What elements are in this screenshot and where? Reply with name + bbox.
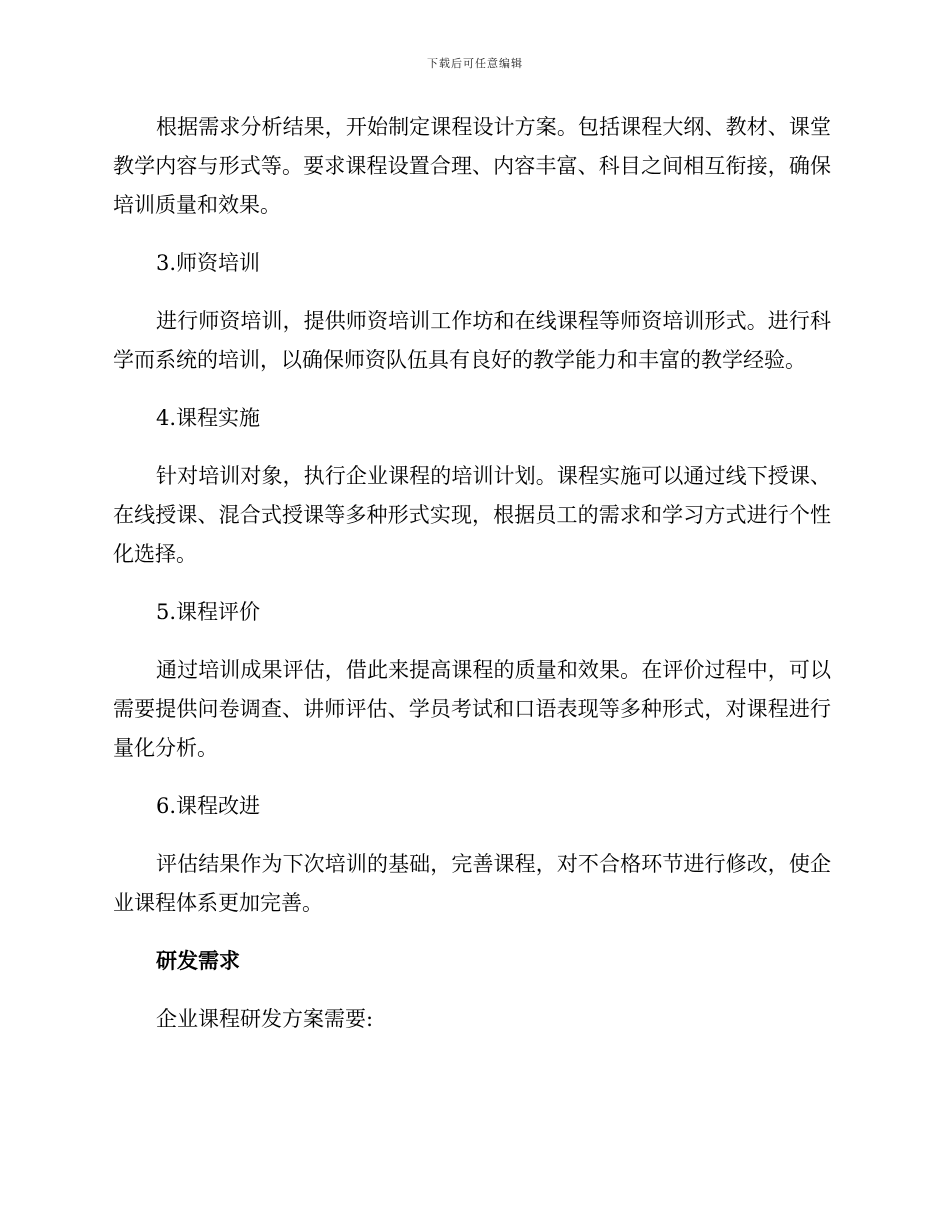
section-heading-course-implementation: 4.课程实施 — [156, 406, 261, 430]
page-header: 下载后可任意编辑 — [427, 57, 523, 70]
paragraph-rd-requirements-intro: 企业课程研发方案需要: — [156, 1007, 374, 1031]
paragraph-course-implementation: 针对培训对象，执行企业课程的培训计划。课程实施可以通过线下授课、在线授课、混合式授课等多种形式实现，根据员工的需求和学习方式进行个性化选择。 — [113, 464, 831, 566]
paragraph-teacher-training: 进行师资培训，提供师资培训工作坊和在线课程等师资培训形式。进行科学而系统的培训，以确保师资队伍具有良好的教学能力和丰富的教学经验。 — [113, 309, 831, 372]
paragraph-course-design: 根据需求分析结果，开始制定课程设计方案。包括课程大纲、教材、课堂教学内容与形式等。要求课程设置合理、内容丰富、科目之间相互衔接，确保培训质量和效果。 — [113, 115, 831, 217]
paragraph-course-improvement: 评估结果作为下次培训的基础，完善课程，对不合格环节进行修改，使企业课程体系更加完善。 — [113, 852, 831, 915]
section-heading-course-evaluation: 5.课程评价 — [156, 600, 261, 624]
section-heading-rd-requirements: 研发需求 — [156, 949, 240, 973]
section-heading-course-improvement: 6.课程改进 — [156, 794, 261, 818]
document-body — [113, 108, 831, 1058]
section-heading-teacher-training: 3.师资培训 — [156, 251, 261, 275]
paragraph-course-evaluation: 通过培训成果评估，借此来提高课程的质量和效果。在评价过程中，可以需要提供问卷调查、讲师评估、学员考试和口语表现等多种形式，对课程进行量化分析。 — [113, 658, 831, 760]
